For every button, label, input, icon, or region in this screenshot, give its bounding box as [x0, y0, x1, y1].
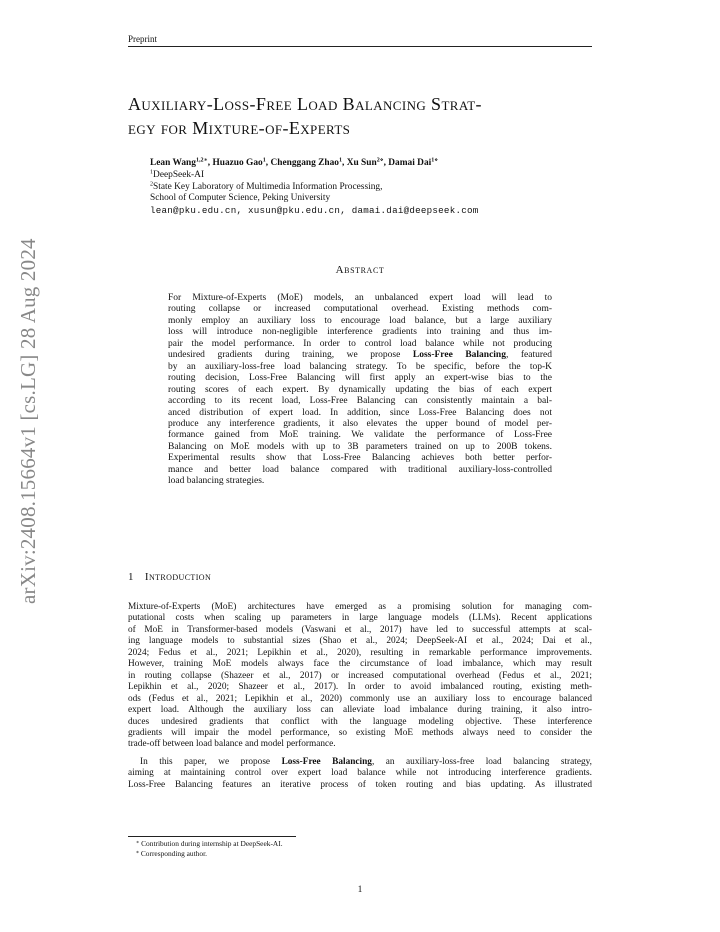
abstract-line: pair the model performance. In order to control load balance while not producing: [168, 338, 552, 349]
abstract-line: [168, 350, 552, 361]
abstract-body: [168, 293, 552, 488]
author-sup: 1,2∗: [195, 157, 208, 164]
running-header: Preprint: [128, 34, 157, 44]
author-name: Damai Dai: [388, 158, 432, 168]
body-line: in routing collapse (Shazeer et al., 2017) or increased computational overhead (Fedus et al., 2021;: [128, 670, 592, 681]
body-line: 2024; Fedus et al., 2021; Lepikhin et al., 2020), resulting in remarkable performance improvements.: [128, 647, 592, 658]
footnote-text: Corresponding author.: [140, 848, 207, 858]
arxiv-stamp: arXiv:2408.15664v1 [cs.LG] 28 Aug 2024: [16, 238, 40, 604]
abstract-heading: Abstract: [335, 264, 385, 276]
footnote-mark: ∗: [136, 840, 140, 846]
abstract-line: Experimental results show that Loss-Free Balancing achieves both better perfor-: [168, 453, 552, 464]
author-name: Huazuo Gao: [212, 158, 263, 168]
abstract-line: mance and better load balance compared with traditional auxiliary-loss-controlled: [168, 464, 552, 475]
title-line-1: Auxiliary-Loss-Free Load Balancing Strat-: [128, 94, 482, 114]
body-line: trade-off between load balance and model performance.: [128, 739, 336, 750]
section-heading: [128, 571, 211, 583]
footnote: [136, 849, 283, 859]
abstract-line: routing collapse or increased computational overhead. Existing methods com-: [168, 304, 552, 315]
author-sup: 2⋄: [376, 157, 384, 164]
body-line: [128, 757, 592, 768]
affiliation: [150, 193, 590, 205]
author-sup: 1: [262, 157, 266, 164]
body-line: ing language models to substantial sizes (Shao et al., 2024; DeepSeek-AI et al., 2024; Dai et al.,: [128, 636, 592, 647]
body-line: Mixture-of-Experts (MoE) architectures have emerged as a promising solution for managing com-: [128, 602, 592, 612]
abstract-line: routing scores of each expert. By dynamically updating the bias of each expert: [168, 384, 552, 395]
body-line: Loss-Free Balancing features an iterative process of token routing and bias updating. As illustrated: [128, 779, 592, 790]
body-line: expert load. Although the auxiliary loss can alleviate load imbalance during training, it also intro-: [128, 705, 592, 716]
body-line: putational costs when scaling up parameters in large language models (LLMs). Recent applications: [128, 613, 592, 624]
abstract-line: loss will introduce non-negligible interference gradients into training and thus im-: [168, 327, 552, 338]
body-line-text: , an auxiliary-loss-free load balancing strategy,: [371, 756, 592, 767]
introduction-body: [128, 602, 592, 791]
affiliation-sup: 1: [150, 169, 154, 176]
paper-title: [128, 92, 608, 140]
footnote-mark: ⋄: [136, 849, 140, 855]
author-sup: 1⋄: [431, 157, 439, 164]
body-line-text: In this paper, we propose: [140, 756, 282, 767]
author-emails[interactable]: lean@pku.edu.cn, xusun@pku.edu.cn, damai.dai@deepseek.com: [150, 205, 479, 217]
abstract-line-text: , featured: [505, 350, 552, 361]
affiliation-text: State Key Laboratory of Multimedia Information Processing,: [153, 181, 383, 192]
body-line: ods (Fedus et al., 2021; Lepikhin et al., 2020) commonly use an auxiliary loss to encourage balanced: [128, 693, 592, 704]
section-title: Introduction: [144, 571, 212, 583]
abstract-line: load balancing strategies.: [168, 476, 265, 487]
body-bold-term: Loss-Free Balancing: [281, 756, 372, 767]
footnotes: [136, 839, 283, 858]
abstract-line: routing decision, Loss-Free Balancing will first apply an expert-wise bias to the: [168, 373, 552, 384]
author-name: Chenggang Zhao: [270, 158, 339, 168]
abstract-line: anced distribution of expert load. In addition, since Loss-Free Balancing does not: [168, 407, 552, 418]
abstract-line-text: undesired gradients during training, we propose: [168, 350, 413, 361]
footnote-text: Contribution during internship at DeepSeek-AI.: [141, 839, 283, 848]
abstract-line: produce any interference gradients, it also elevates the upper bound of model per-: [168, 418, 552, 429]
footnote-rule: [128, 836, 296, 837]
page-number: 1: [357, 885, 363, 895]
author-name: Lean Wang: [150, 158, 196, 168]
title-line-2: egy for Mixture-of-Experts: [128, 118, 351, 138]
affiliation-text: School of Computer Science, Peking University: [150, 193, 331, 204]
author-sup: 1: [338, 157, 343, 164]
footnote: [136, 839, 283, 849]
body-line: gradients will impair the model performance, so existing MoE methods always need to consider the: [128, 727, 592, 738]
abstract-line: monly employ an auxiliary loss to encourage load balance, but a large auxiliary: [168, 315, 552, 326]
affiliation: [150, 182, 590, 194]
body-line: However, training MoE models always face the circumstance of load imbalance, which may result: [128, 659, 592, 670]
abstract-line: Balancing on MoE models with up to 3B parameters trained on up to 200B tokens.: [168, 441, 552, 452]
affiliation-text: DeepSeek-AI: [153, 169, 205, 180]
section-number: 1: [128, 571, 134, 583]
header-rule: [128, 46, 592, 47]
affiliation: [150, 170, 590, 182]
body-line: aiming at maintaining control over expert load balance while not introducing interference gradients.: [128, 768, 592, 779]
abstract-line: formance gained from MoE training. We validate the performance of Loss-Free: [168, 430, 552, 441]
abstract-line: For Mixture-of-Experts (MoE) models, an unbalanced expert load will lead to: [168, 293, 552, 303]
body-line: duces undesired gradients that conflict with the language modeling objective. These interference: [128, 716, 592, 727]
affiliation-sup: 2: [150, 181, 154, 188]
abstract-line: by an auxiliary-loss-free load balancing strategy. To be specific, before the top-K: [168, 361, 552, 372]
author-block: [150, 158, 590, 217]
author-names: Lean Wang$^{1,2∗}$, Huazuo Gao$^1$, Chenggang Zhao$^1$, Xu Sun$^{2⋄}$, Damai Dai$^{1⋄}$: [150, 157, 439, 168]
abstract-line: according to its recent load, Loss-Free Balancing can consistently maintain a bal-: [168, 396, 552, 407]
author-name: Xu Sun: [346, 158, 377, 168]
body-line: of MoE in Transformer-based models (Vaswani et al., 2017) have led to successful attempts at scal-: [128, 624, 592, 635]
abstract-bold-term: Loss-Free Balancing: [412, 350, 506, 361]
body-line: Lepikhin et al., 2020; Shazeer et al., 2017). In order to avoid imbalanced routing, existing meth-: [128, 682, 592, 693]
